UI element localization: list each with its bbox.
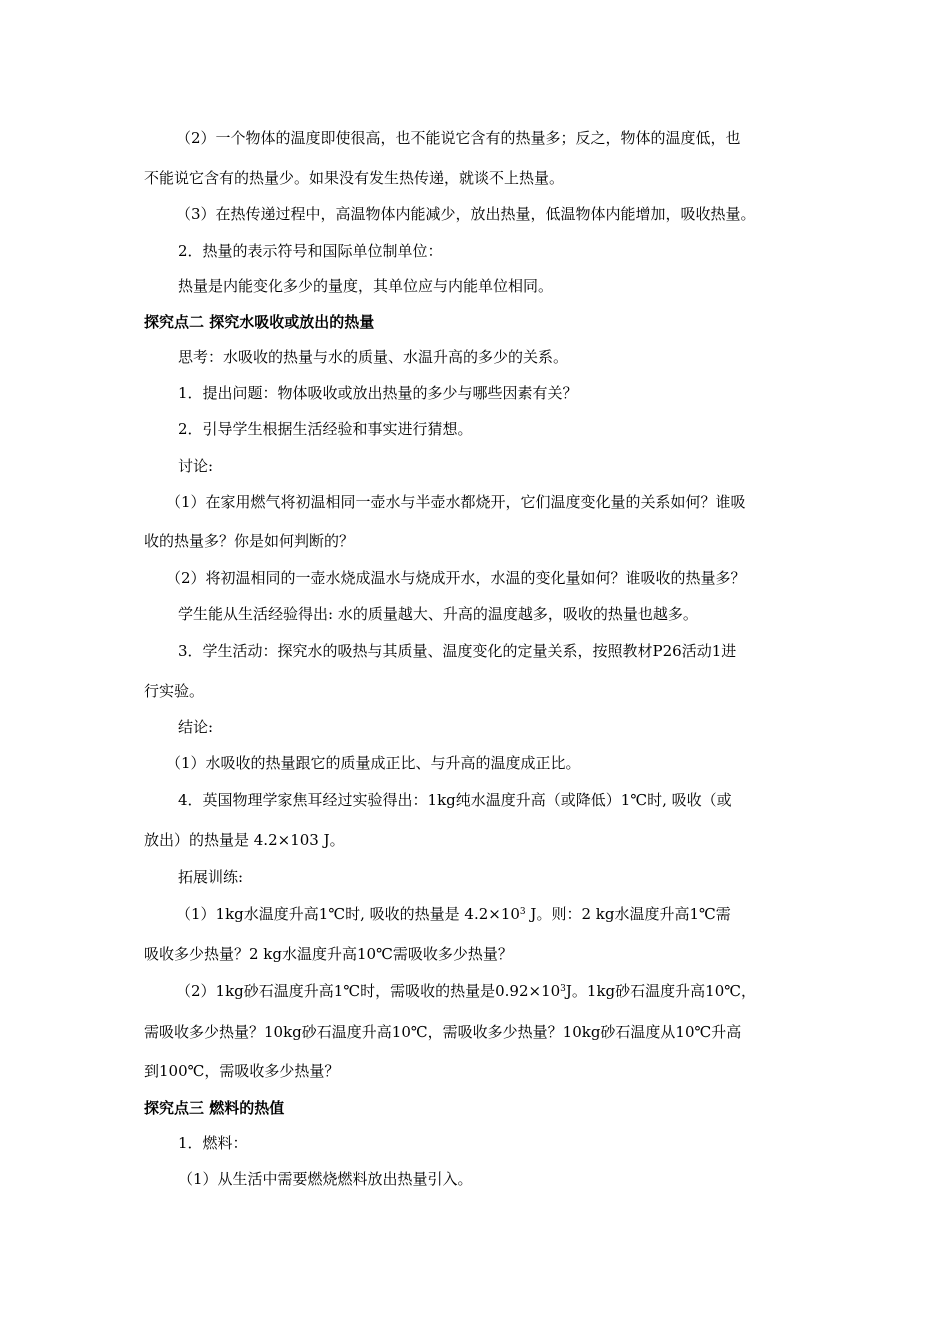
paragraph-line: 1．提出问题：物体吸收或放出热量的多少与哪些因素有关？ xyxy=(178,384,578,402)
paragraph-line: 学生能从生活经验得出: 水的质量越大、升高的温度越多，吸收的热量也越多。 xyxy=(178,605,698,623)
paragraph-line: 收的热量多？你是如何判断的？ xyxy=(144,532,355,550)
line-text: （2）1kg砂石温度升高1℃时，需吸收的热量是0.92×10 xyxy=(176,982,561,1000)
paragraph-line: 到100℃，需吸收多少热量？ xyxy=(144,1062,340,1080)
paragraph-line: 需吸收多少热量？10kg砂石温度升高10℃，需吸收多少热量？10kg砂石温度从10℃升高 xyxy=(144,1023,742,1041)
line-text: J。则：2 kg水温度升高1℃需 xyxy=(525,905,731,923)
section-heading: 探究点二 探究水吸收或放出的热量 xyxy=(144,313,375,331)
paragraph-line: （2）一个物体的温度即使很高，也不能说它含有的热量多；反之，物体的温度低，也 xyxy=(176,129,741,147)
paragraph-line: 4．英国物理学家焦耳经过实验得出：1kg纯水温度升高（或降低）1℃时, 吸收（或 xyxy=(178,791,732,809)
paragraph-line: 1．燃料： xyxy=(178,1134,248,1152)
paragraph-line: 拓展训练: xyxy=(178,868,244,886)
paragraph-line xyxy=(176,981,756,1001)
paragraph-line: 热量是内能变化多少的量度，其单位应与内能单位相同。 xyxy=(178,277,554,295)
line-text: J。1kg砂石温度升高10℃， xyxy=(565,982,757,1000)
paragraph-line: 行实验。 xyxy=(144,682,205,700)
paragraph-line: 讨论: xyxy=(178,457,214,475)
paragraph-line: （1）从生活中需要燃烧燃料放出热量引入。 xyxy=(178,1170,473,1188)
paragraph-line: 3．学生活动：探究水的吸热与其质量、温度变化的定量关系，按照教材P26活动1进 xyxy=(178,642,737,660)
paragraph-line: 不能说它含有的热量少。如果没有发生热传递，就谈不上热量。 xyxy=(144,169,565,187)
paragraph-line: 结论: xyxy=(178,718,214,736)
superscript: 3 xyxy=(519,907,526,917)
superscript: 3 xyxy=(560,984,566,994)
paragraph-line: 吸收多少热量？2 kg水温度升高10℃需吸收多少热量？ xyxy=(144,945,513,963)
paragraph-line xyxy=(176,904,731,924)
paragraph-line: 2．热量的表示符号和国际单位制单位： xyxy=(178,242,443,260)
paragraph-line: （3）在热传递过程中，高温物体内能减少，放出热量，低温物体内能增加，吸收热量。 xyxy=(176,205,756,223)
section-heading: 探究点三 燃料的热值 xyxy=(144,1099,285,1117)
paragraph-line: （2）将初温相同的一壶水烧成温水与烧成开水，水温的变化量如何？谁吸收的热量多？ xyxy=(166,569,746,587)
line-text: （1）1kg水温度升高1℃时, 吸收的热量是 4.2×10 xyxy=(176,905,520,923)
paragraph-line: （1）水吸收的热量跟它的质量成正比、与升高的温度成正比。 xyxy=(166,754,581,772)
paragraph-line: 2．引导学生根据生活经验和事实进行猜想。 xyxy=(178,420,473,438)
paragraph-line: 放出）的热量是 4.2×103 J。 xyxy=(144,831,345,849)
paragraph-line: （1）在家用燃气将初温相同一壶水与半壶水都烧开，它们温度变化量的关系如何？谁吸 xyxy=(166,493,746,511)
paragraph-line: 思考：水吸收的热量与水的质量、水温升高的多少的关系。 xyxy=(178,348,569,366)
